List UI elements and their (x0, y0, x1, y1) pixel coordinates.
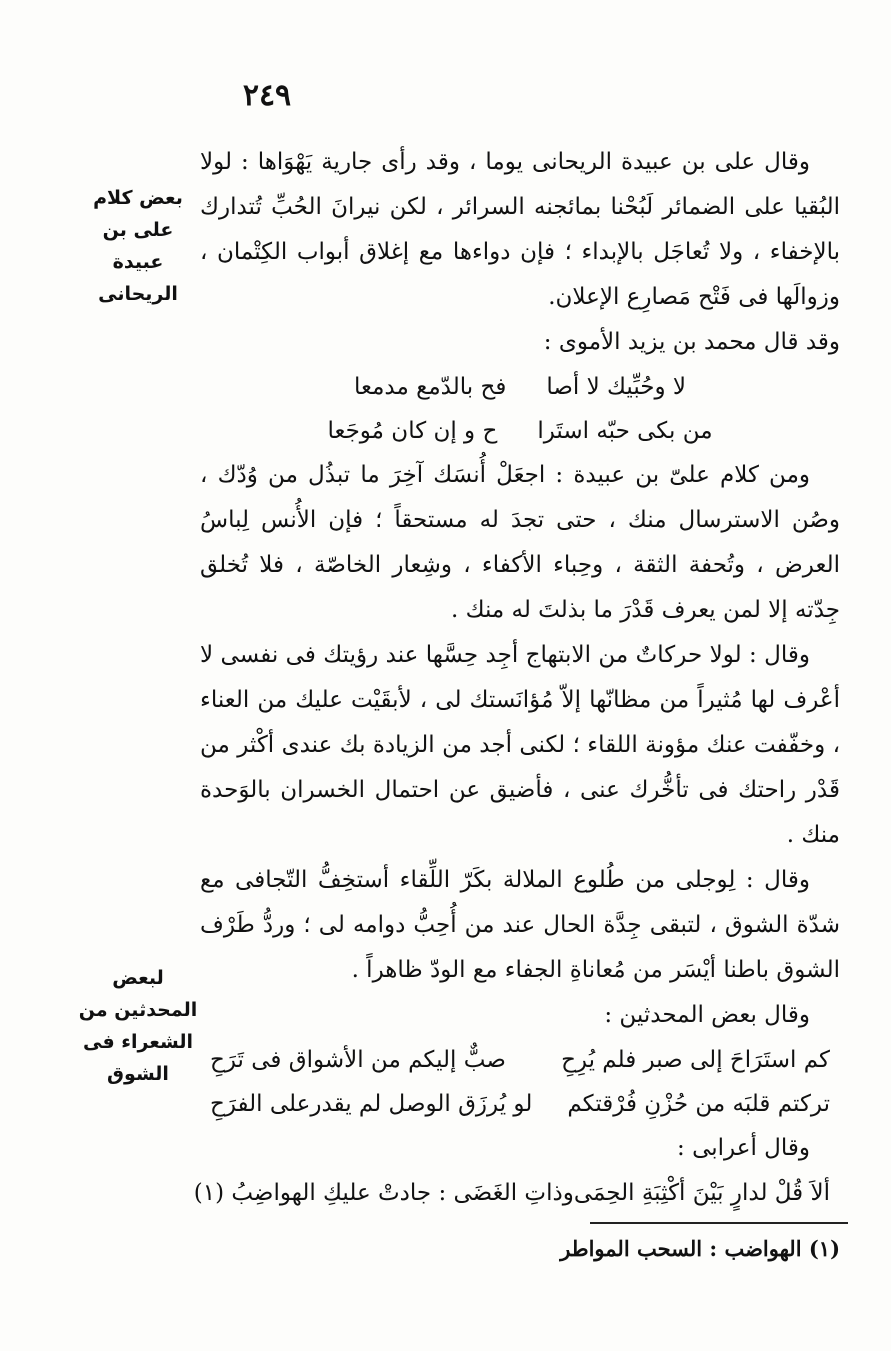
verse-hemistich: ح و إن كان مُوجَعا (327, 418, 498, 444)
verse-hemistich: من بكى حبّه استَرا (537, 418, 713, 444)
verse-hemistich: فح بالدّمع مدمعا (353, 374, 507, 400)
verse-hemistich: تركتم قلبَه من حُزْنِ فُرْقتكم (567, 1091, 830, 1117)
page-number: ٢٤٩ (242, 78, 292, 113)
verse-line (200, 1082, 840, 1126)
footnote: (١) الهواضب : السحب المواطر (560, 1236, 840, 1261)
verse-hemistich: صبٌّ إليكم من الأشواق فى تَرَحِ (210, 1047, 506, 1073)
paragraph: وقال على بن عبيدة الريحانى يوما ، وقد رأى جارية يَهْوَاها : لولا البُقيا على الضمائر لَبُحْنا بمائجنه السرائر ، لكن نيرانَ الحُبِّ تُتدارك بالإخفاء ، ولا تُعاجَل بالإبداء ؛ فإن دواءها مع إغلاق أبواب الكِتْمان ، وزوالَها فى فَتْح مَصارِع الإعلان. (200, 149, 840, 310)
verse-line (200, 1038, 840, 1082)
verse-hemistich: لو يُرزَق الوصل لم يقدرعلى الفرَحِ (210, 1091, 533, 1117)
paragraph: ومن كلام علىّ بن عبيدة : اجعَلْ أُنسَك آخِرَ ما تبذُل من وُدّك ، وصُن الاسترسال منك ، حتى تجدَ له مستحقاً ؛ فإن الأُنس لِباسُ العرض ، وتُحفة الثقة ، وحِباء الأكفاء ، وشِعار الخاصّة ، فلا تُخلق جِدّته إلا لمن يعرف قَدْرَ ما بذلتَ له منك . (200, 462, 840, 623)
paragraph: وقال : لِوجلى من طُلوع الملالة بكَرّ اللِّقاء أستخِفُّ التّجافى مع شدّة الشوق ، لتبقى جِدَّة الحال عند من أُحِبُّ دوامه لى ؛ وردُّ طَرْف الشوق باطنا أيْسَر من مُعاناةِ الجفاء مع الودّ ظاهراً . (200, 867, 840, 983)
paragraph: وقال : لولا حركاتٌ من الابتهاج أجِد حِسَّها عند رؤيتك فى نفسى لا أعْرف لها مُثيراً من مظانّها إلاّ مُؤانَستك لى ، لأبقَيْت عليك من العناء ، وخفّفت عنك مؤونة اللقاء ؛ لكنى أجد من الزيادة بك عندى أكْثر من قَدْر راحتك فى تأخُّرك عنى ، فأضيق عن احتمال الخسران بالوَحدة منك . (200, 642, 840, 848)
footnote-rule (590, 1222, 848, 1224)
verse-line (200, 365, 840, 409)
side-note-1: بعض كلام على بن عبيدة الريحانى (93, 187, 183, 305)
paragraph: وقد قال محمد بن يزيد الأموى : (543, 329, 840, 355)
verse-hemistich: لا وحُبِّيك لا أصا (546, 374, 687, 400)
paragraph: وقال بعض المحدثين : (604, 1002, 810, 1028)
verse-line (200, 409, 840, 453)
paragraph: وقال أعرابى : (677, 1135, 810, 1161)
verse-hemistich: وذاتِ الغَضَى : جادتْ عليكِ الهواضِبُ (١) (193, 1180, 574, 1206)
verse-hemistich: ألاَ قُلْ لدارٍ بَيْنَ أكْثِبَةِ الحِمَى (573, 1180, 830, 1206)
side-note-2: لبعض المحدثين من الشعراء فى الشوق (78, 967, 198, 1085)
main-text (193, 140, 840, 1215)
verse-line (193, 1171, 840, 1215)
verse-hemistich: كم استَرَاحَ إلى صبر فلم يُرِحِ (561, 1047, 830, 1073)
